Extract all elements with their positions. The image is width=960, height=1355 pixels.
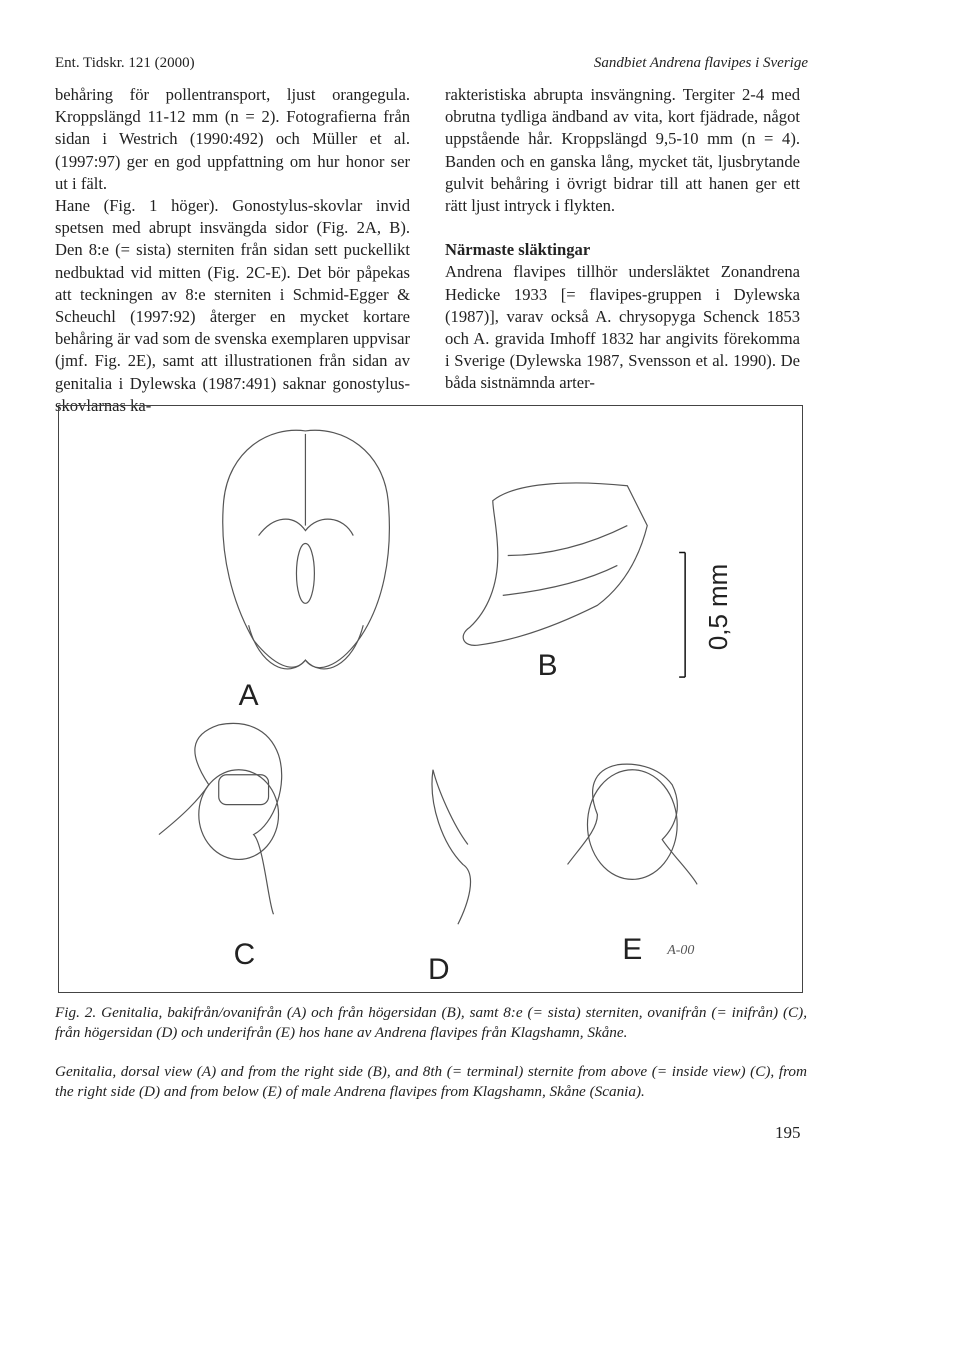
panel-label-d: D <box>428 953 450 987</box>
sternite-lateral-drawing <box>432 770 470 924</box>
figure-2 <box>58 405 803 993</box>
sternite-dorsal-drawing <box>159 723 282 914</box>
figure-drawing <box>59 406 802 992</box>
panel-label-e: E <box>622 933 643 967</box>
paragraph: Hane (Fig. 1 höger). Gonostylus-skovlar invid spetsen med abrupt insvängda sidor (Fig. 2A, B). Den 8:e (= sista) sterniten från sidan sett puckellikt nedbuktad vid mitten (Fig. 2C-E). Det bör påpekas att teckningen av 8:e sterniten i Schmid-Egger & Scheuchl (1997:92) återger en mycket kortare behåring är vad som de svenska exemplaren uppvisar (jmf. Fig. 2E), samt att illustrationen från sidan av genitalia i Dylewska (1987:491) saknar gonostylus-skovlarnas ka- <box>55 196 410 415</box>
panel-label-c: C <box>233 938 256 972</box>
genitalia-dorsal-drawing <box>223 430 390 669</box>
sternite-ventral-drawing <box>568 764 698 884</box>
scale-label: 0,5 mm <box>704 563 733 651</box>
left-column <box>55 84 410 417</box>
running-header-journal: Ent. Tidskr. 121 (2000) <box>55 55 195 71</box>
paragraph: rakteristiska abrupta insvängning. Tergiter 2-4 med obrutna tydliga ändband av vita, kort fjädrade, något uppstående hår. Kroppslängd 9,5-10 mm (n = 4). Banden och en ganska lång, mycket tät, ljusbrytande gulvit behåring i övrigt bidrar till att hanen ger ett rätt ljust intryck i flykten. <box>445 85 800 216</box>
paragraph: behåring för pollentransport, ljust orangegula. Kroppslängd 11-12 mm (n = 2). Fotografierna från sidan i Westrich (1990:492) och Müller et al. (1997:97) ger en god uppfattning om hur honor ser ut i fält. <box>55 85 410 193</box>
running-header-title: Sandbiet Andrena flavipes i Sverige <box>593 55 808 71</box>
right-column <box>445 84 800 395</box>
artist-signature: A-00 <box>667 943 695 959</box>
panel-label-b: B <box>537 649 558 683</box>
panel-label-a: A <box>238 678 259 712</box>
scale-bar <box>679 553 685 678</box>
genitalia-lateral-drawing <box>463 483 647 645</box>
figure-caption-swedish: Fig. 2. Genitalia, bakifrån/ovanifrån (A) och från högersidan (B), samt 8:e (= sista) sterniten, ovanifrån (= inifrån) (C), från högersidan (D) och underifrån (E) hos hane av Andrena flavipes från Klagshamn, Skåne. <box>55 1004 807 1041</box>
paragraph: Andrena flavipes tillhör undersläktet Zonandrena Hedicke 1933 [= flavipes-gruppen i Dylewska (1987)], varav också A. chrysopyga Schenck 1853 och A. gravida Imhoff 1832 har angivits förekomma i Sverige (Dylewska 1987, Svensson et al. 1990). De båda sistnämnda arter- <box>445 262 800 393</box>
figure-caption-english: Genitalia, dorsal view (A) and from the right side (B), and 8th (= terminal) sternite from above (= inside view) (C), from the right side (D) and from below (E) of male Andrena flavipes from Klagshamn, Skåne (Scania). <box>55 1063 807 1100</box>
page-number: 195 <box>775 1123 801 1142</box>
section-heading: Närmaste släktingar <box>445 240 591 260</box>
